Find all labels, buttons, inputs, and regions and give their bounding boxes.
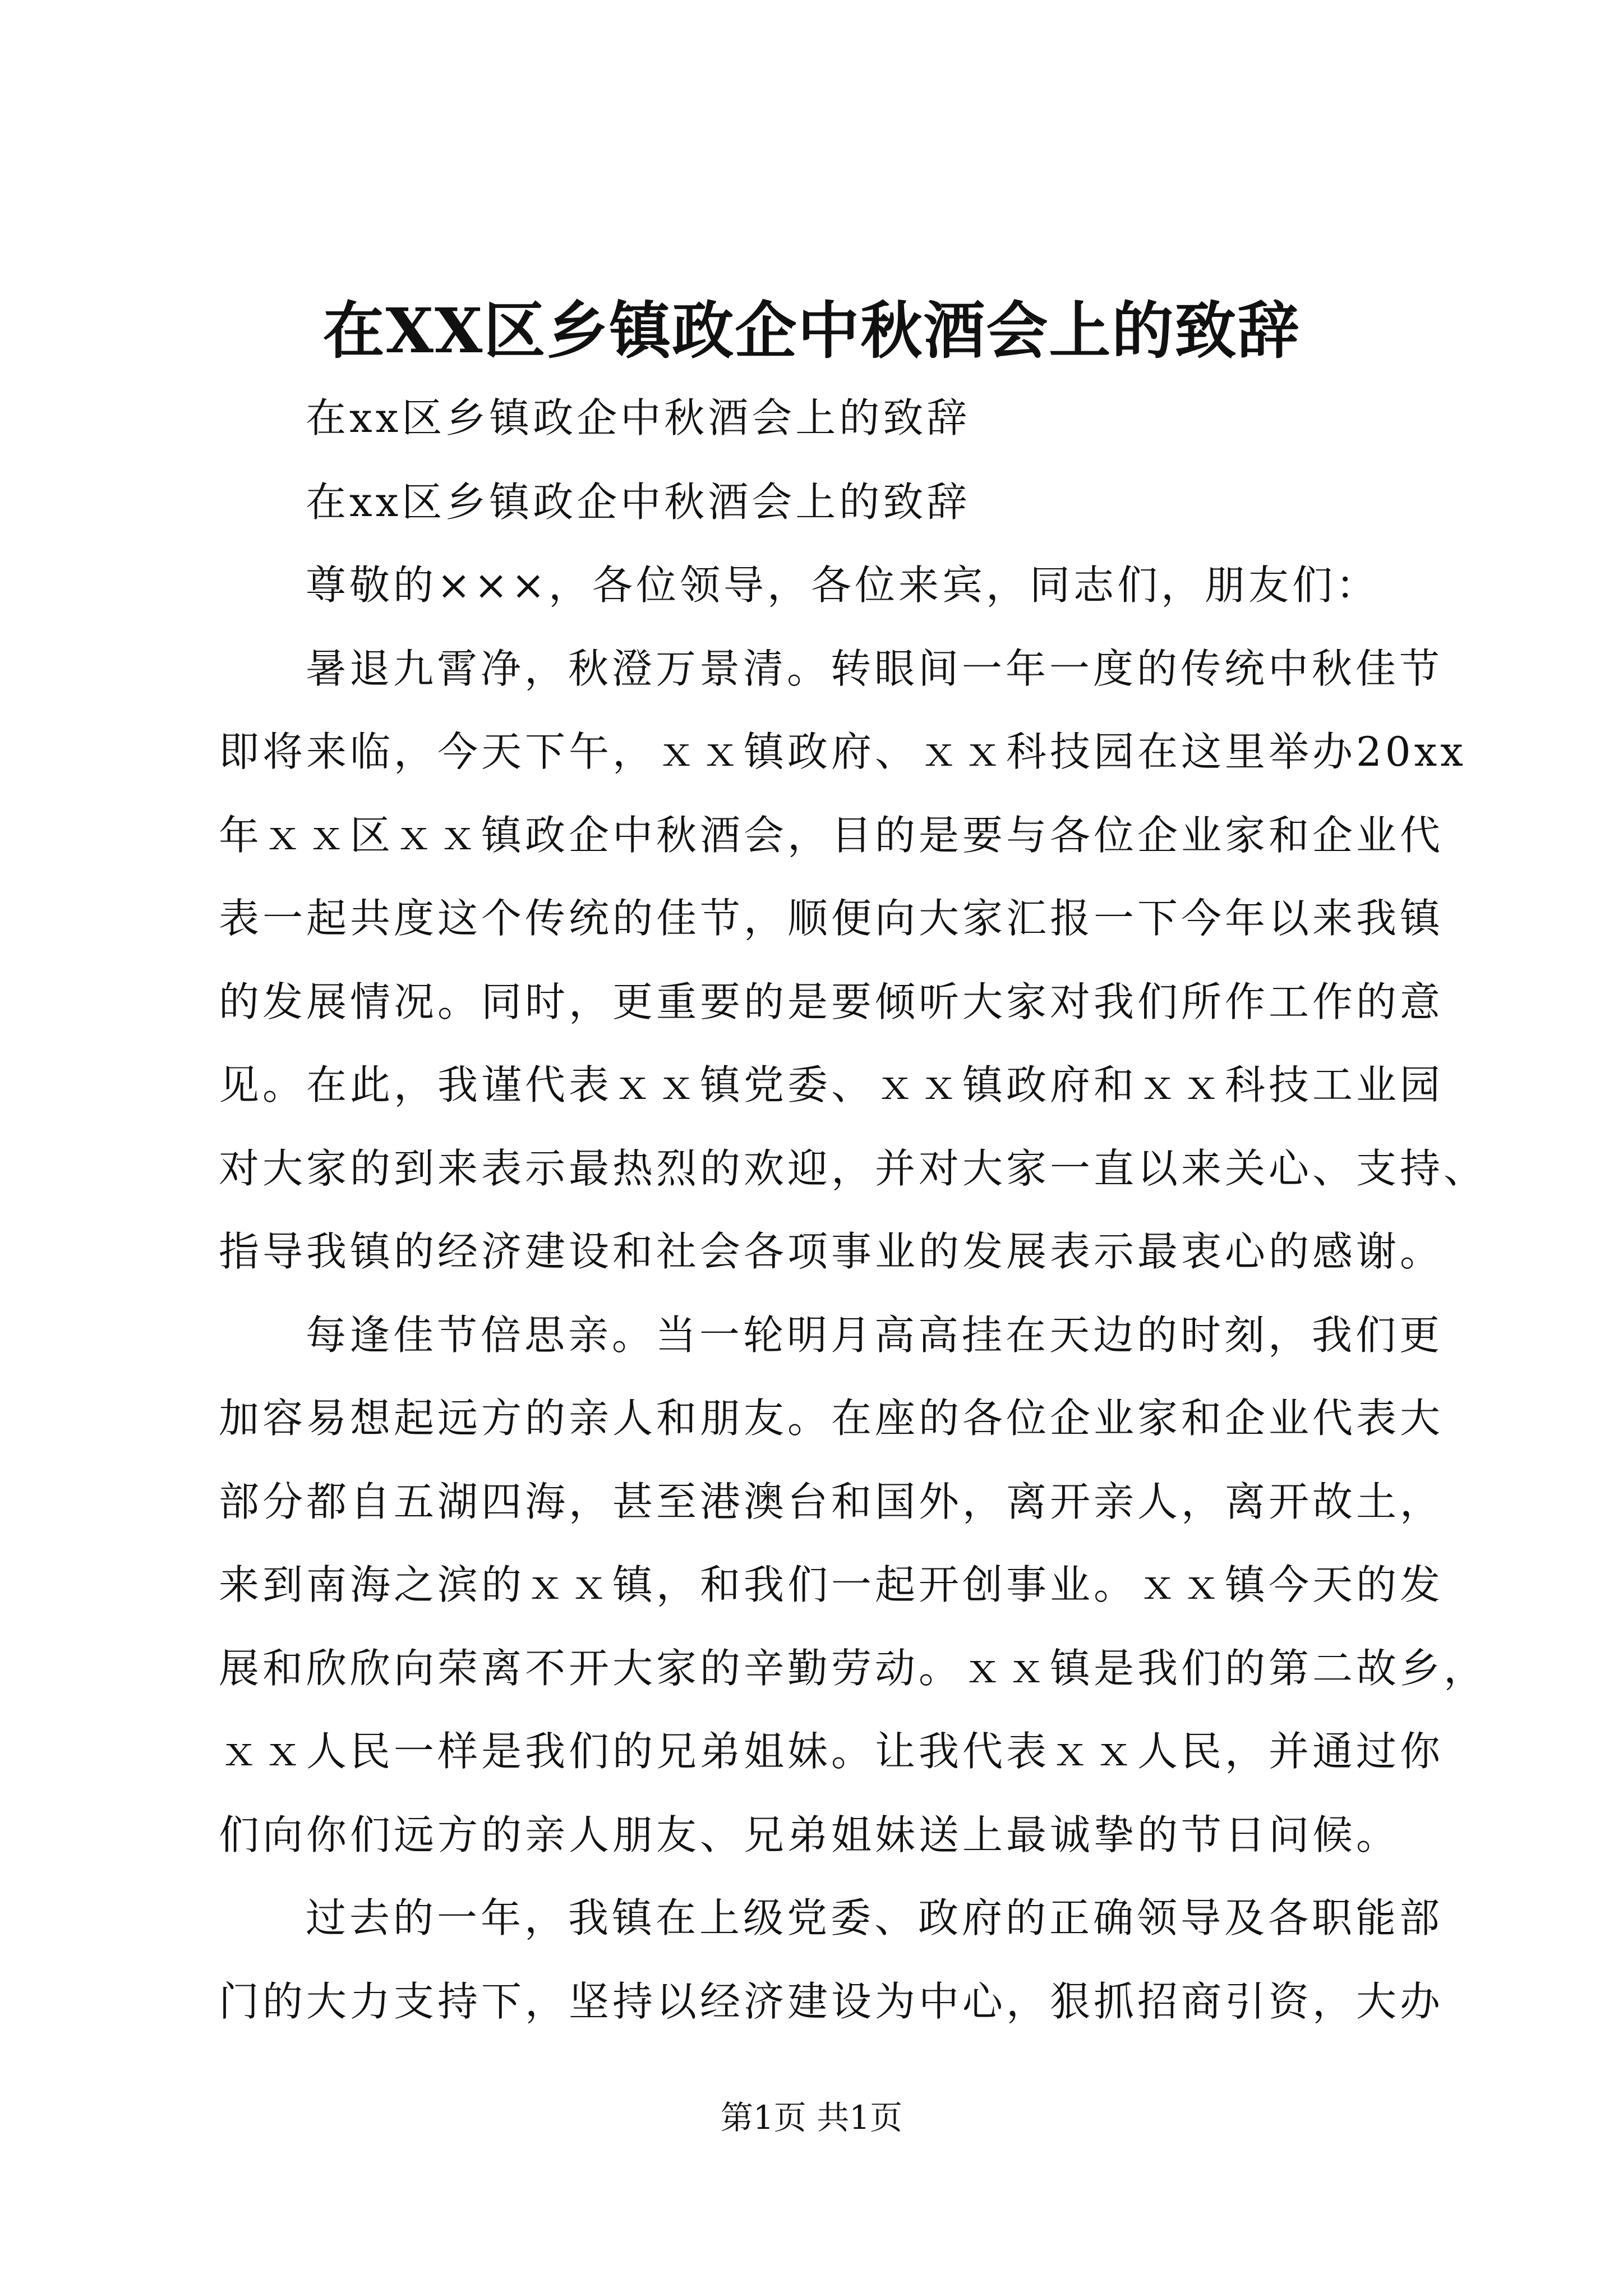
salutation-line: 尊敬的×××，各位领导，各位来宾，同志们，朋友们：	[306, 562, 1380, 609]
paragraph-line: ｘｘ人民一样是我们的兄弟姐妹。让我代表ｘｘ人民，并通过你	[219, 1728, 1444, 1775]
paragraph-line: 来到南海之滨的ｘｘ镇，和我们一起开创事业。ｘｘ镇今天的发	[219, 1561, 1444, 1608]
paragraph-line: 年ｘｘ区ｘｘ镇政企中秋酒会，目的是要与各位企业家和企业代	[219, 812, 1444, 859]
paragraph-line: 表一起共度这个传统的佳节，顺便向大家汇报一下今年以来我镇	[219, 895, 1444, 942]
paragraph-line: 门的大力支持下，坚持以经济建设为中心，狠抓招商引资，大办	[219, 1978, 1444, 2025]
paragraph-line: 见。在此，我谨代表ｘｘ镇党委、ｘｘ镇政府和ｘｘ科技工业园	[219, 1061, 1444, 1108]
document-title: 在XX区乡镇政企中秋酒会上的致辞	[322, 295, 1301, 367]
paragraph-line: 即将来临，今天下午，ｘｘ镇政府、ｘｘ科技园在这里举办20xx	[219, 728, 1467, 775]
paragraph-line: 指导我镇的经济建设和社会各项事业的发展表示最衷心的感谢。	[219, 1228, 1444, 1275]
paragraph-line: 过去的一年，我镇在上级党委、政府的正确领导及各职能部	[306, 1894, 1444, 1941]
paragraph-line: 对大家的到来表示最热烈的欢迎，并对大家一直以来关心、支持、	[219, 1145, 1488, 1192]
subtitle-line: 在xx区乡镇政企中秋酒会上的致辞	[306, 394, 971, 441]
paragraph-line: 部分都自五湖四海，甚至港澳台和国外，离开亲人，离开故土，	[219, 1478, 1444, 1525]
subtitle-line: 在xx区乡镇政企中秋酒会上的致辞	[306, 478, 971, 526]
paragraph-line: 们向你们远方的亲人朋友、兄弟姐妹送上最诚挚的节日问候。	[219, 1811, 1400, 1858]
paragraph-line: 展和欣欣向荣离不开大家的辛勤劳动。ｘｘ镇是我们的第二故乡，	[219, 1645, 1488, 1692]
page-footer: 第1页 共1页	[720, 2099, 903, 2137]
paragraph-line: 每逢佳节倍思亲。当一轮明月高高挂在天边的时刻，我们更	[306, 1312, 1444, 1359]
paragraph-line: 加容易想起远方的亲人和朋友。在座的各位企业家和企业代表大	[219, 1395, 1444, 1442]
paragraph-line: 暑退九霄净，秋澄万景清。转眼间一年一度的传统中秋佳节	[306, 645, 1444, 692]
paragraph-line: 的发展情况。同时，更重要的是要倾听大家对我们所作工作的意	[219, 978, 1444, 1025]
